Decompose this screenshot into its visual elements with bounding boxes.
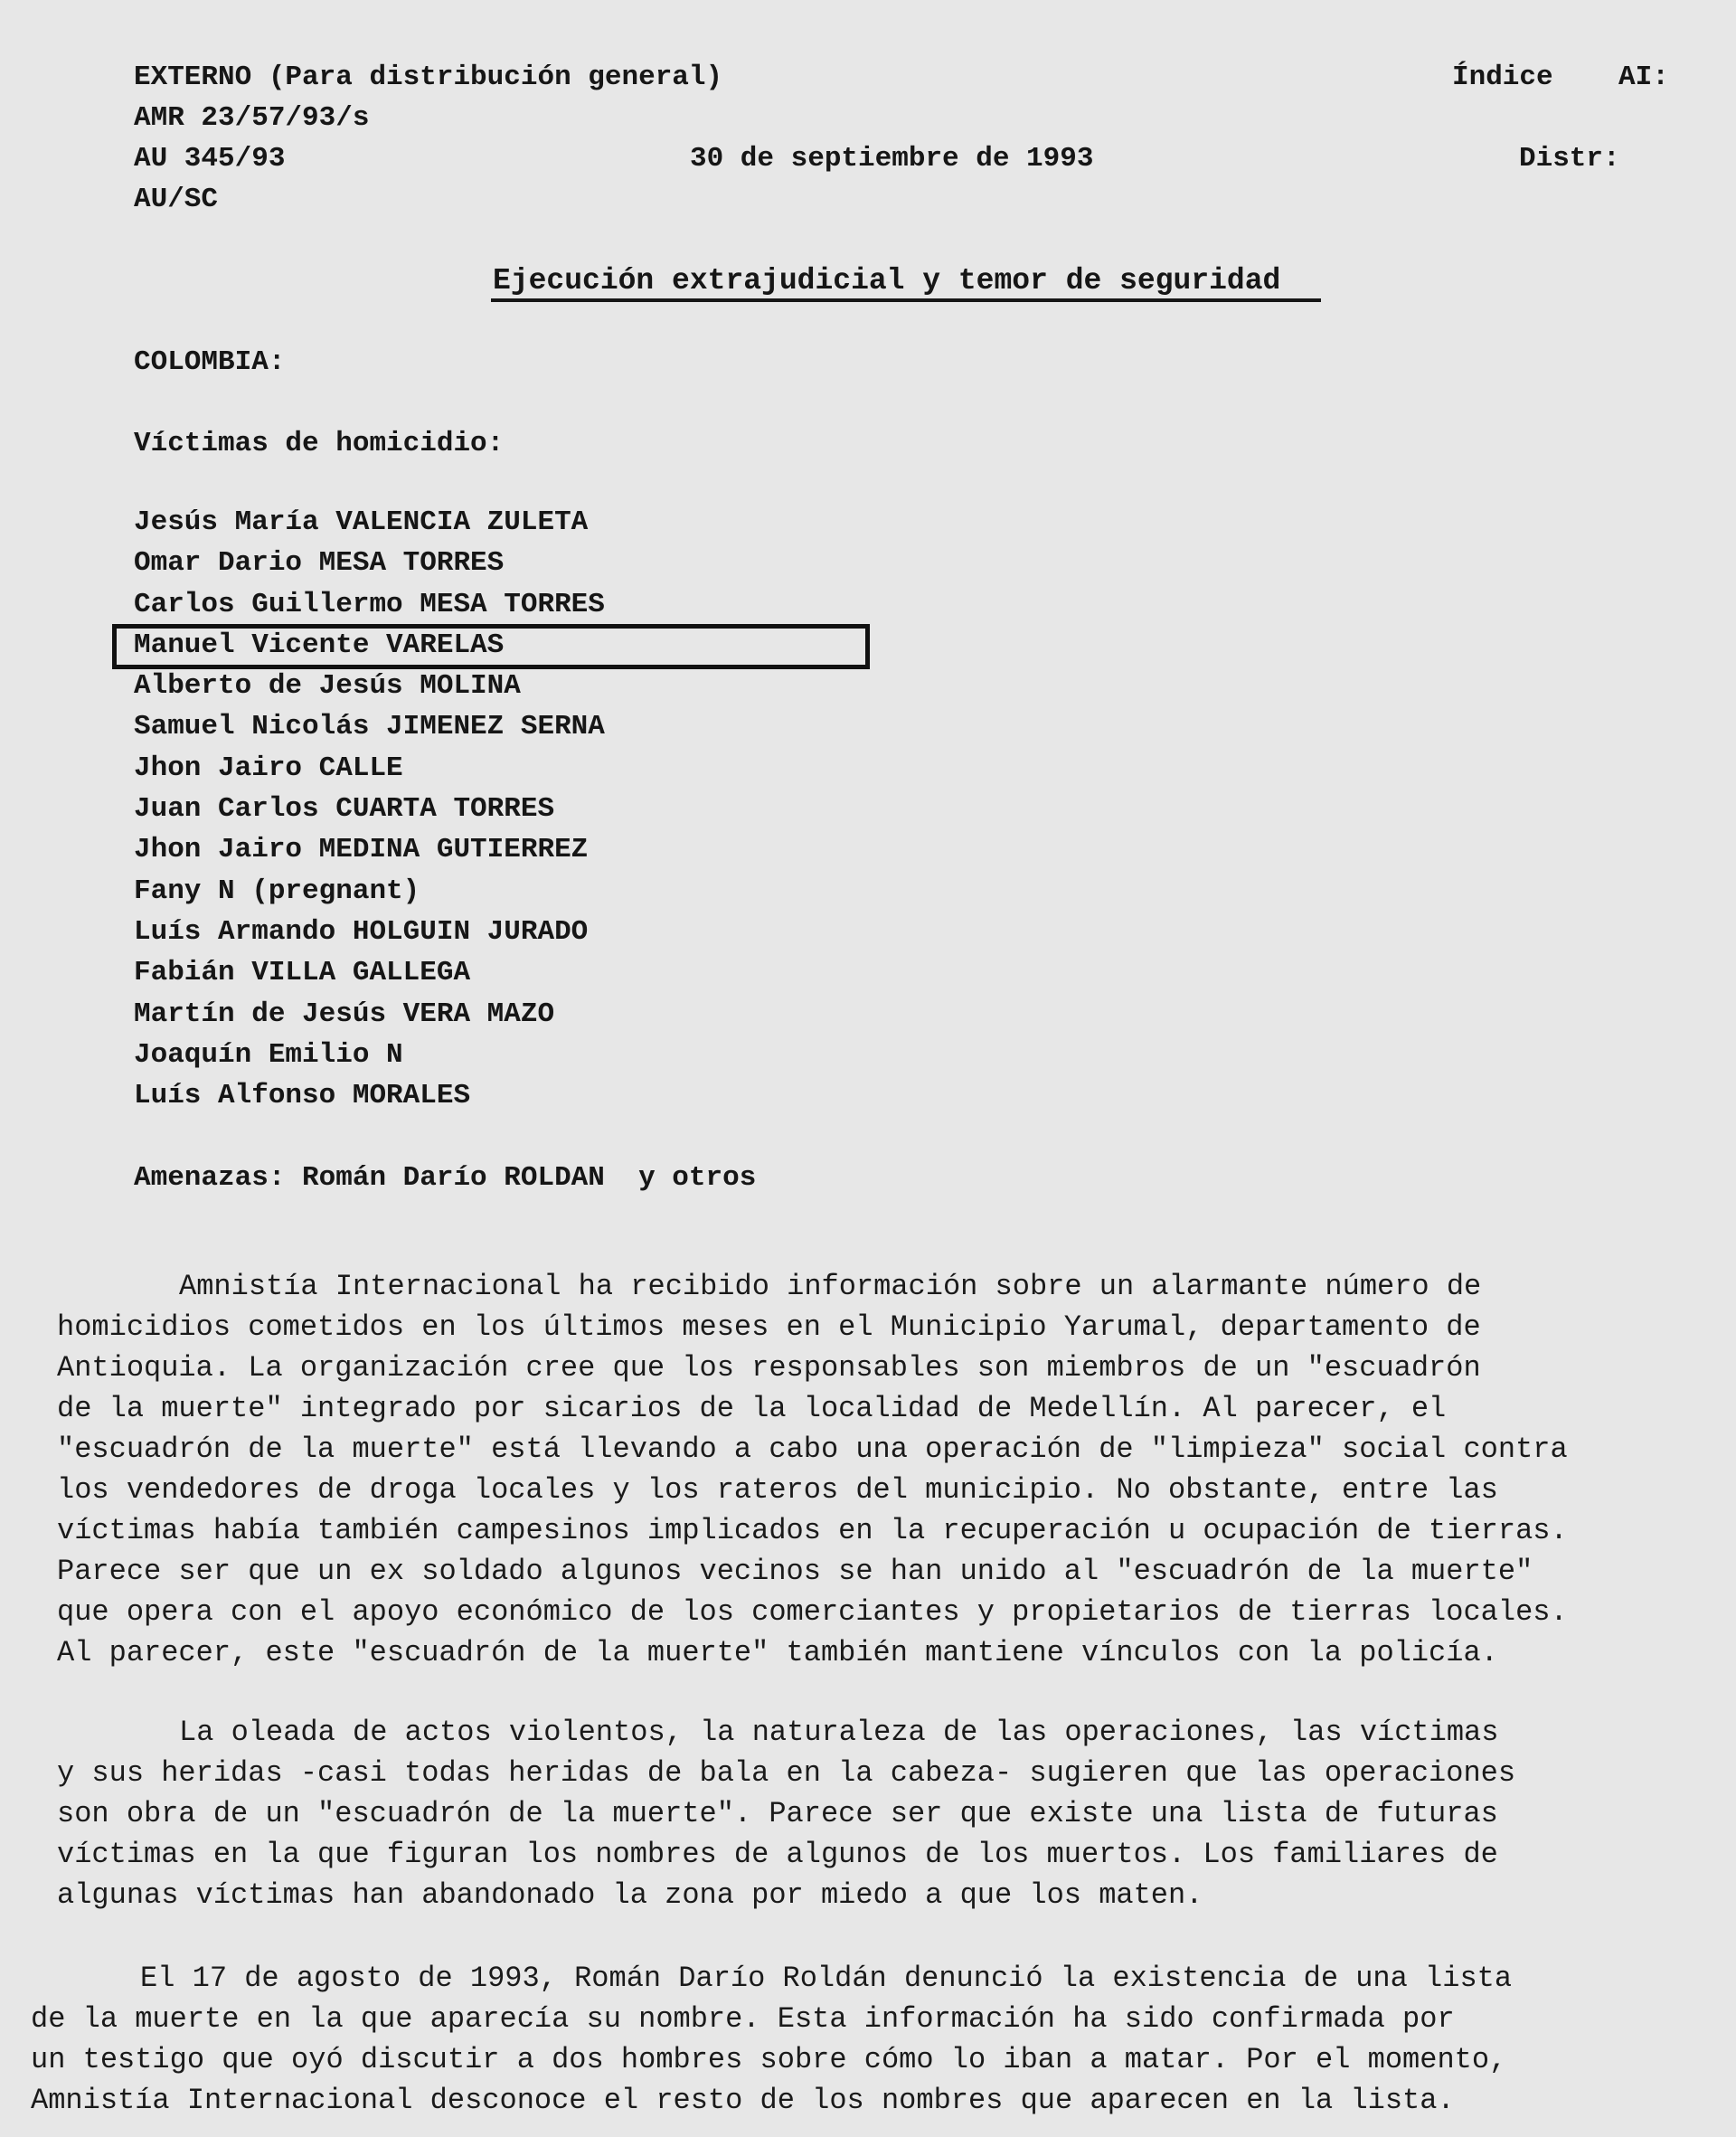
victims-list <box>134 508 605 1122</box>
victim-name-highlighted: Manuel Vicente VARELAS <box>134 629 505 661</box>
document-title: Ejecución extrajudicial y temor de seguridad <box>493 264 1281 298</box>
victim-name: Fabián VILLA GALLEGA <box>134 957 471 989</box>
distr-label: Distr: <box>1519 143 1620 175</box>
ai-label: AI: <box>1618 61 1669 93</box>
paragraph-3-line: El 17 de agosto de 1993, Román Darío Roldán denunció la existencia de una lista <box>140 1962 1513 1995</box>
victim-name: Martín de Jesús VERA MAZO <box>134 998 555 1030</box>
paragraph-1-line: homicidios cometidos en los últimos meses en el Municipio Yarumal, departamento de <box>57 1310 1481 1344</box>
distr-code: AU/SC <box>134 184 219 215</box>
paragraph-1-line: Al parecer, este "escuadrón de la muerte" también mantiene vínculos con la policía. <box>57 1636 1498 1669</box>
paragraph-1-line: Antioquia. La organización cree que los responsables son miembros de un "escuadrón <box>57 1351 1481 1385</box>
paragraph-1-line: Parece ser que un ex soldado algunos vecinos se han unido al "escuadrón de la muerte" <box>57 1555 1533 1588</box>
victim-name: Carlos Guillermo MESA TORRES <box>134 588 605 620</box>
victim-name: Luís Alfonso MORALES <box>134 1080 471 1112</box>
paragraph-2-line: y sus heridas -casi todas heridas de bala en la cabeza- sugieren que las operaciones <box>57 1756 1516 1790</box>
highlight-box <box>112 624 870 669</box>
paragraph-1-line: los vendedores de droga locales y los rateros del municipio. No obstante, entre las <box>57 1473 1498 1507</box>
document-date: 30 de septiembre de 1993 <box>690 143 1094 175</box>
victim-name: Alberto de Jesús MOLINA <box>134 670 521 703</box>
paragraph-3-line: Amnistía Internacional desconoce el resto de los nombres que aparecen en la lista. <box>31 2084 1455 2117</box>
victim-name: Omar Dario MESA TORRES <box>134 547 505 580</box>
paragraph-1-line: de la muerte" integrado por sicarios de la localidad de Medellín. Al parecer, el <box>57 1392 1447 1425</box>
victim-name: Jhon Jairo CALLE <box>134 752 403 784</box>
victim-name: Jhon Jairo MEDINA GUTIERREZ <box>134 834 589 866</box>
title-underline <box>491 298 1321 302</box>
paragraph-3-line: de la muerte en la que aparecía su nombre. Esta información ha sido confirmada por <box>31 2002 1455 2036</box>
victim-name: Samuel Nicolás JIMENEZ SERNA <box>134 711 605 743</box>
threats-line: Amenazas: Román Darío ROLDAN y otros <box>134 1162 757 1194</box>
indice-label: Índice <box>1452 61 1553 93</box>
distribution-line: EXTERNO (Para distribución general) <box>134 61 723 93</box>
reference-code: AMR 23/57/93/s <box>134 102 370 134</box>
victim-name: Luís Armando HOLGUIN JURADO <box>134 915 589 948</box>
victim-name: Joaquín Emilio N <box>134 1038 403 1071</box>
paragraph-1-line: Amnistía Internacional ha recibido información sobre un alarmante número de <box>179 1270 1482 1303</box>
paragraph-1-line: que opera con el apoyo económico de los comerciantes y propietarios de tierras locales. <box>57 1595 1568 1629</box>
victim-name: Juan Carlos CUARTA TORRES <box>134 793 555 826</box>
victim-name: Jesús María VALENCIA ZULETA <box>134 506 589 538</box>
paragraph-2-line: víctimas en la que figuran los nombres de algunos de los muertos. Los familiares de <box>57 1838 1498 1871</box>
victims-heading: Víctimas de homicidio: <box>134 428 505 459</box>
paragraph-1-line: "escuadrón de la muerte" está llevando a cabo una operación de "limpieza" social contra <box>57 1433 1568 1466</box>
paragraph-2-line: La oleada de actos violentos, la naturaleza de las operaciones, las víctimas <box>179 1716 1499 1749</box>
victim-name: Fany N (pregnant) <box>134 875 420 907</box>
action-code: AU 345/93 <box>134 143 286 175</box>
paragraph-2-line: algunas víctimas han abandonado la zona por miedo a que los maten. <box>57 1878 1203 1912</box>
country-label: COLOMBIA: <box>134 346 286 378</box>
paragraph-3-line: un testigo que oyó discutir a dos hombres sobre cómo lo iban a matar. Por el momento, <box>31 2043 1507 2076</box>
paragraph-1-line: víctimas había también campesinos implicados en la recuperación u ocupación de tierras. <box>57 1514 1568 1547</box>
paragraph-2-line: son obra de un "escuadrón de la muerte". Parece ser que existe una lista de futuras <box>57 1797 1498 1830</box>
